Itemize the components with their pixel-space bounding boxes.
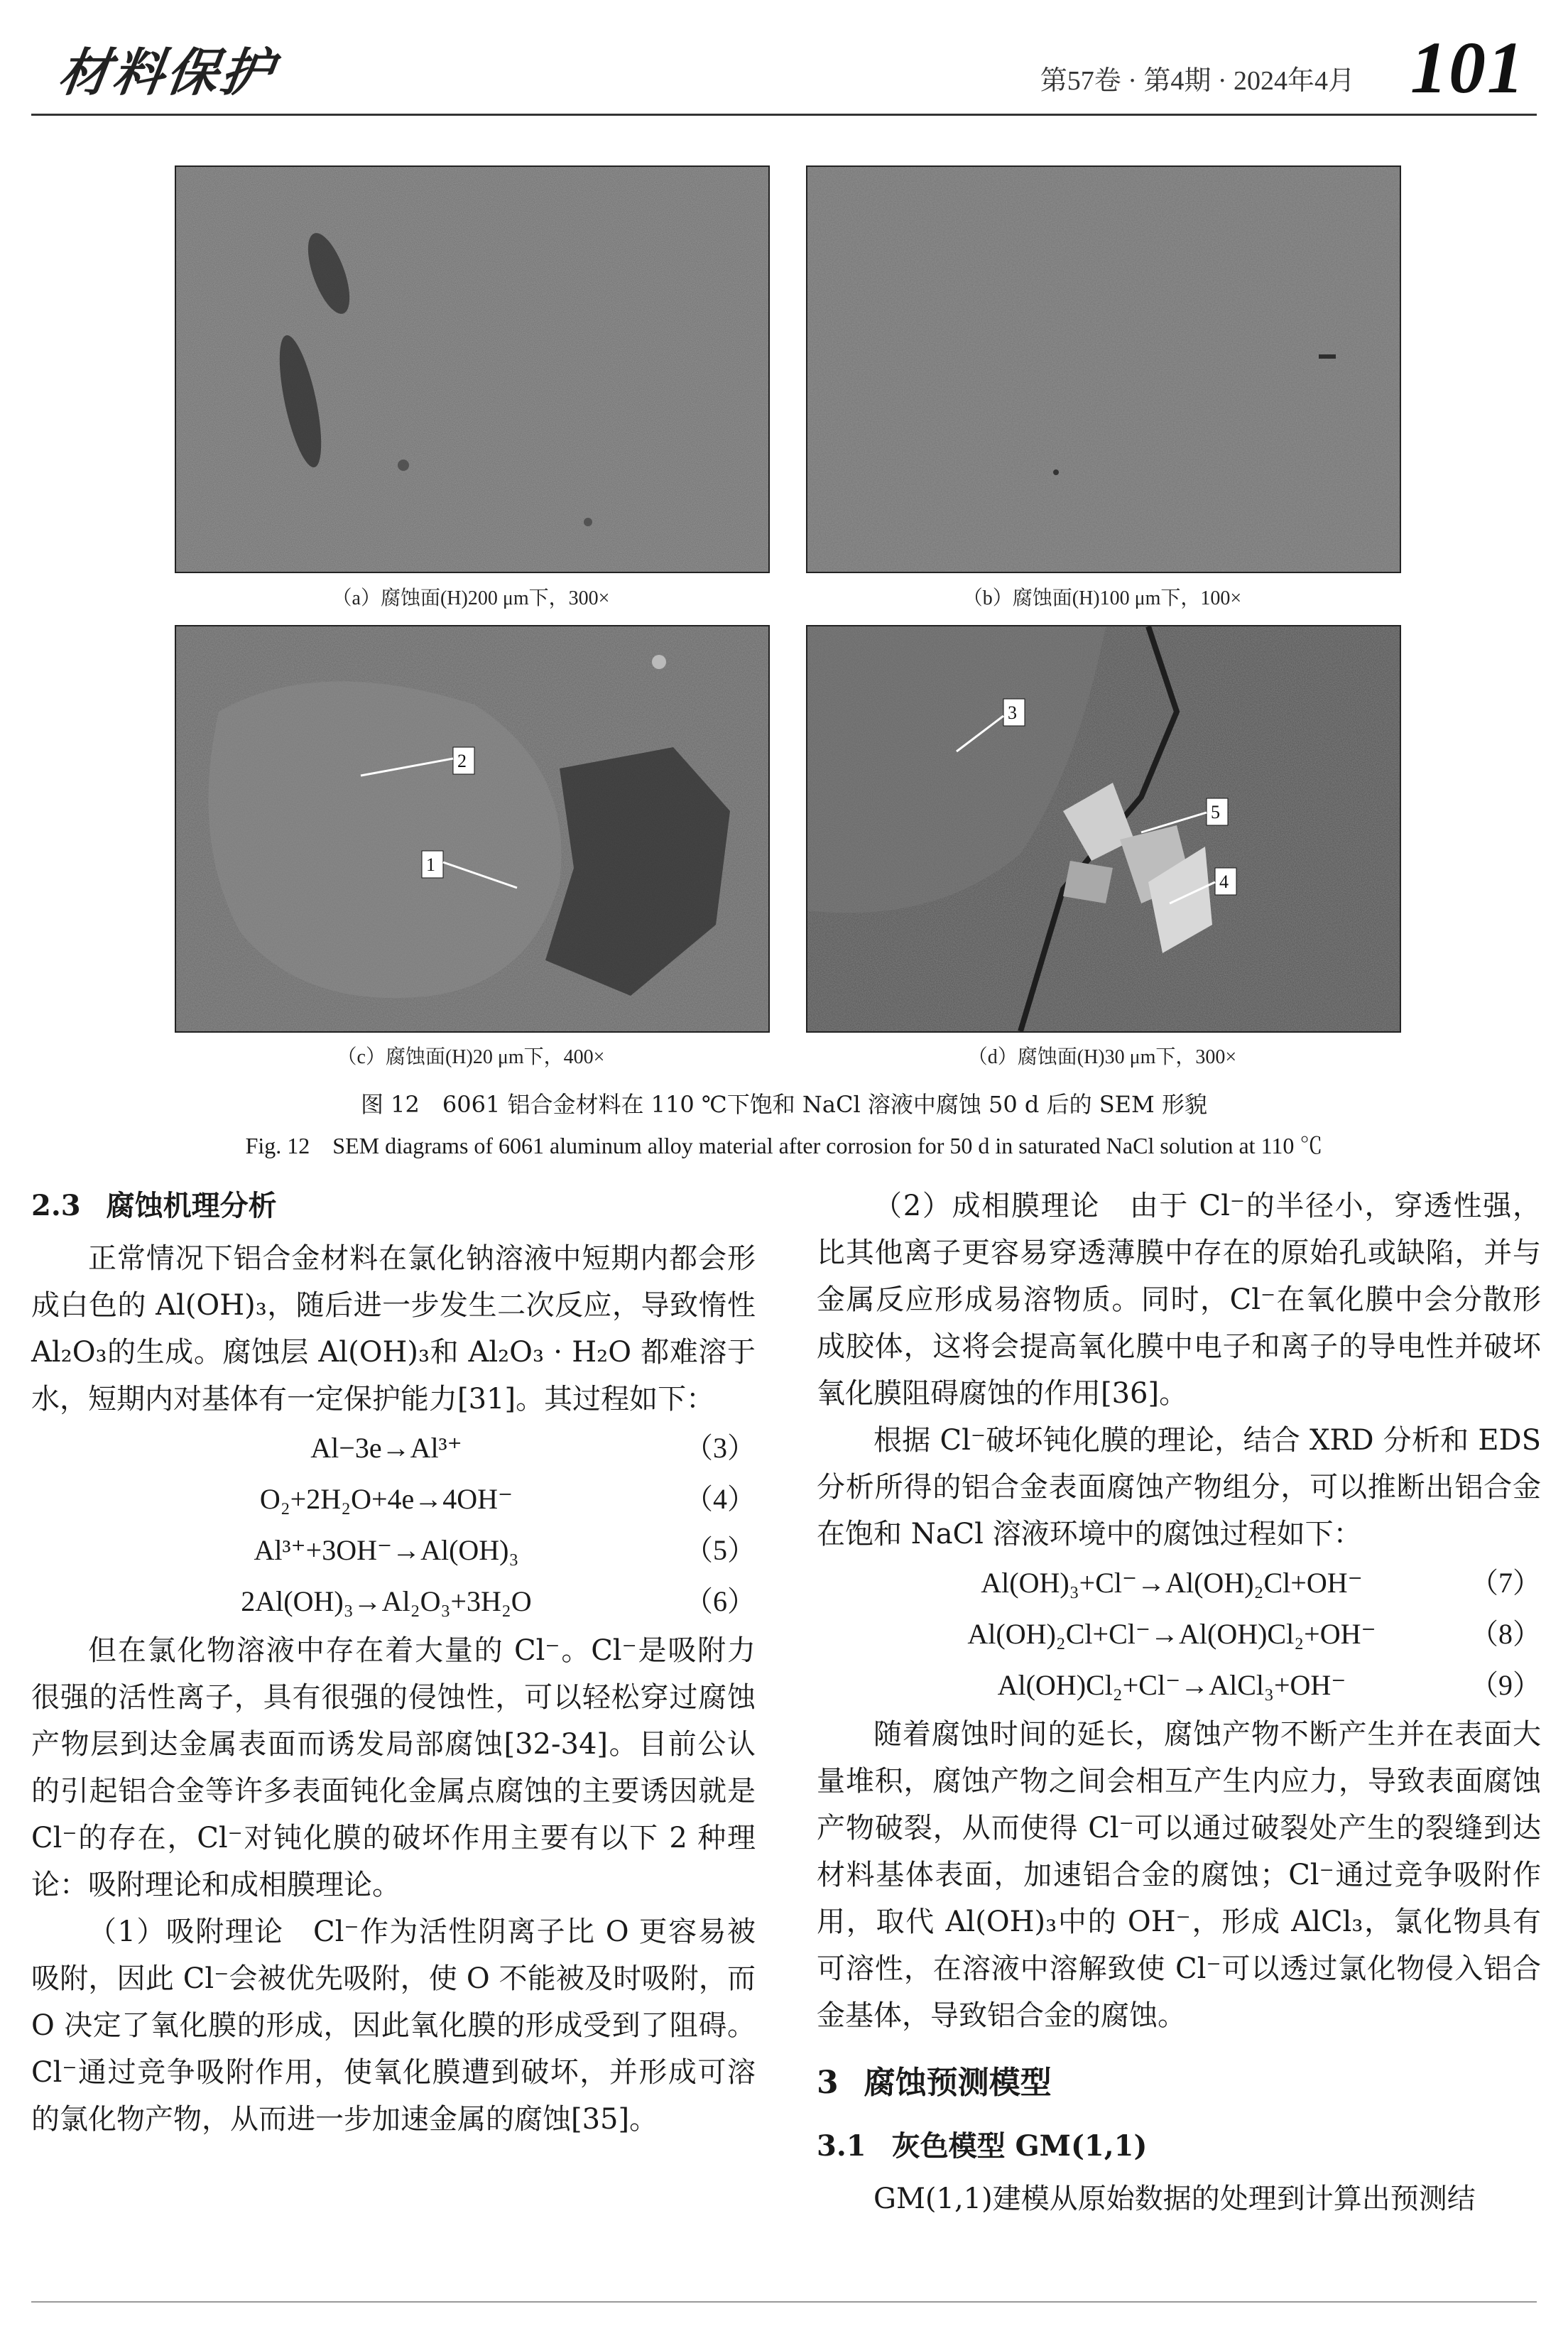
panel-caption-b: （b）腐蚀面(H)100 μm下，100× — [962, 587, 1242, 609]
sem-image-a — [175, 165, 770, 573]
paragraph: （1）吸附理论 Cl⁻作为活性阴离子比 O 更容易被吸附，因此 Cl⁻会被优先吸附，使 O 不能被及时吸附，而 O 决定了氧化膜的形成，因此氧化膜的形成受到了阻碍。Cl⁻通过竞争吸附作用，使氧化膜遭到破坏，并形成可溶的氯化物产物，从而进一步加速金属的腐蚀[35]。 — [31, 1916, 756, 2136]
sem-image-c — [175, 625, 770, 1033]
left-column — [31, 1183, 756, 2143]
sem-image-d — [806, 625, 1401, 1033]
figure-caption-en: Fig. 12 SEM diagrams of 6061 aluminum alloy material after corrosion for 50 d in saturated NaCl solution at 110 ℃ — [245, 1133, 1323, 1158]
equation-5: Al³⁺+3OH⁻→Al(OH)₃ （5） — [254, 1534, 756, 1566]
sem-image-b — [806, 165, 1401, 573]
panel-caption-a: （a）腐蚀面(H)200 μm下，300× — [332, 587, 610, 609]
right-column — [817, 1183, 1541, 2222]
equation-4: O₂+2H₂O+4e→4OH⁻ （4） — [259, 1483, 756, 1515]
equation-6: 2Al(OH)₃→Al₂O₃+3H₂O （6） — [241, 1585, 756, 1617]
svg-text:2: 2 — [457, 751, 467, 771]
svg-text:1: 1 — [426, 854, 435, 875]
equation-3: Al−3e→Al³⁺ （3） — [310, 1432, 756, 1464]
issue-info: 第57卷 · 第4期 · 2024年4月 — [1040, 66, 1355, 96]
section-heading-3-1: 3.1 灰色模型 GM(1,1) — [817, 2129, 1148, 2163]
equation-7: Al(OH)₃+Cl⁻→Al(OH)₂Cl+OH⁻ （7） — [981, 1567, 1541, 1599]
figure-caption-cn: 图 12 6061 铝合金材料在 110 ℃下饱和 NaCl 溶液中腐蚀 50 d 后的 SEM 形貌 — [361, 1091, 1207, 1118]
svg-text:5: 5 — [1211, 802, 1220, 822]
svg-text:4: 4 — [1219, 871, 1229, 892]
svg-text:3: 3 — [1008, 702, 1017, 723]
footer-rule — [31, 2301, 1537, 2303]
panel-caption-c: （c）腐蚀面(H)20 μm下，400× — [337, 1046, 605, 1068]
paragraph: 根据 Cl⁻破坏钝化膜的理论，结合 XRD 分析和 EDS 分析所得的铝合金表面腐蚀产物组分，可以推断出铝合金在饱和 NaCl 溶液环境中的腐蚀过程如下： — [817, 1424, 1541, 1550]
paragraph: GM(1,1)建模从原始数据的处理到计算出预测结 — [873, 2183, 1476, 2215]
section-heading-3: 3 腐蚀预测模型 — [817, 2065, 1052, 2101]
page-number: 101 — [1410, 27, 1525, 109]
panel-caption-d: （d）腐蚀面(H)30 μm下，300× — [967, 1046, 1237, 1068]
paragraph: 正常情况下铝合金材料在氯化钠溶液中短期内都会形成白色的 Al(OH)₃，随后进一步发生二次反应，导致惰性 Al₂O₃的生成。腐蚀层 Al(OH)₃和 Al₂O₃ · H₂O 都难溶于水，短期内对基体有一定保护能力[31]。其过程如下： — [31, 1242, 756, 1416]
paragraph: 随着腐蚀时间的延长，腐蚀产物不断产生并在表面大量堆积，腐蚀产物之间会相互产生内应力，导致表面腐蚀产物破裂，从而使得 Cl⁻可以通过破裂处产生的裂缝到达材料基体表面，加速铝合金的腐蚀；Cl⁻通过竞争吸附作用，取代 Al(OH)₃中的 OH⁻，形成 AlCl₃，氯化物具有可溶性，在溶液中溶解致使 Cl⁻可以透过氯化物侵入铝合金基体，导致铝合金的腐蚀。 — [817, 1718, 1541, 2032]
header-rule — [31, 114, 1537, 116]
journal-logo: 材料保护 — [55, 42, 280, 102]
equation-8: Al(OH)₂Cl+Cl⁻→Al(OH)Cl₂+OH⁻ （8） — [967, 1618, 1541, 1650]
section-heading-2-3: 2.3 腐蚀机理分析 — [31, 1189, 277, 1222]
paragraph: 但在氯化物溶液中存在着大量的 Cl⁻。Cl⁻是吸附力很强的活性离子，具有很强的侵蚀性，可以轻松穿过腐蚀产物层到达金属表面而诱发局部腐蚀[32-34]。目前公认的引起铝合金等许多表面钝化金属点腐蚀的主要诱因就是 Cl⁻的存在，Cl⁻对钝化膜的破坏作用主要有以下 2 种理论：吸附理论和成相膜理论。 — [31, 1634, 756, 1901]
equation-9: Al(OH)Cl₂+Cl⁻→AlCl₃+OH⁻ （9） — [997, 1669, 1541, 1701]
paragraph: （2）成相膜理论 由于 Cl⁻的半径小，穿透性强，比其他离子更容易穿透薄膜中存在的原始孔或缺陷，并与金属反应形成易溶物质。同时，Cl⁻在氧化膜中会分散形成胶体，这将会提高氧化膜中电子和离子的导电性并破坏氧化膜阻碍腐蚀的作用[36]。 — [817, 1190, 1541, 1410]
